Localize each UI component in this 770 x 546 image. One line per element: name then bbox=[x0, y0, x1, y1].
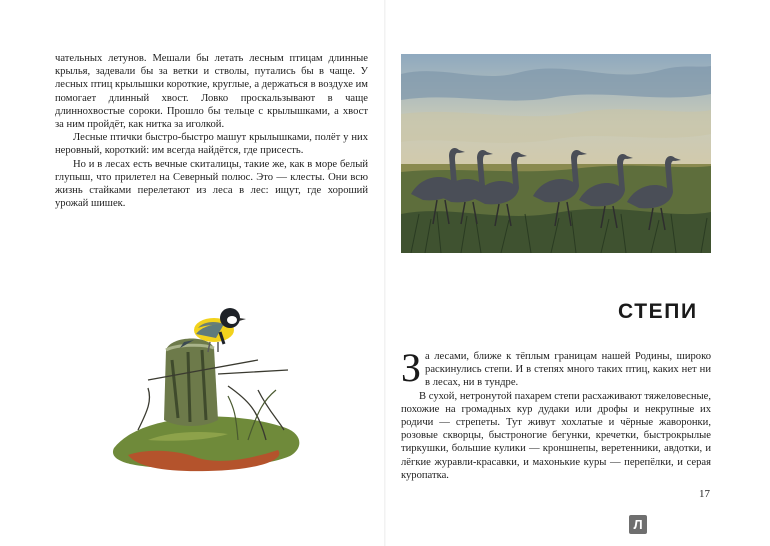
drop-cap: З bbox=[401, 345, 422, 390]
cranes-illustration bbox=[401, 54, 711, 253]
left-paragraph-2: Лесные птички быстро-быстро машут крылышками, полёт у них неровный, короткий: им всегда найдётся, где присесть. bbox=[55, 132, 368, 157]
right-text-block bbox=[401, 345, 711, 482]
right-paragraph-1-text: а лесами, ближе к тёплым границам нашей Родины, широко раскинулись степи. И в степях много таких птиц, каких нет ни в лесах, ни в тундре. bbox=[425, 351, 711, 389]
right-paragraph-1 bbox=[401, 345, 711, 390]
great-tit-illustration bbox=[108, 290, 308, 475]
right-paragraph-2: В сухой, нетронутой пахарем степи расхаживают тяжеловесные, похожие на громадных кур дудаки или дрофы и некрупные их родичи — стрепеты. Тут живут хохлатые и чёрные жаворонки, розовые скворцы, быстроногие бегунки, кречетки, быстрокрылые тиркушки, большие кулики — кроншнепы, веретенники, авдотки, и лёгкие журавли-красавки, и махонькие куры — перепёлки, и серая куропатка. bbox=[401, 390, 711, 481]
section-heading: СТЕПИ bbox=[618, 300, 698, 323]
left-paragraph-1: чательных летунов. Мешали бы летать лесным птицам длинные крылья, задевали бы за ветки и стволы, путались бы в чаще. У лесных птиц крылышки короткие, круглые, а держаться в воздухе им помогает длинный хвост. Ловко проскальзывают в чаще длиннохвостые сороки. Прошло бы тельце с крылышками, а хвост за ним пройдёт, как нитка за иголкой. bbox=[55, 53, 368, 131]
watermark-logo: Л bbox=[629, 515, 647, 534]
left-text-block bbox=[55, 52, 368, 210]
left-paragraph-3: Но и в лесах есть вечные скиталицы, такие же, как в море белый глупыш, что прилетел на Северный полюс. Это — клесты. Они всю жизнь стайками перелетают из леса в лес: ищут, где хороший урожай шишек. bbox=[55, 158, 368, 210]
page-number: 17 bbox=[699, 488, 710, 500]
